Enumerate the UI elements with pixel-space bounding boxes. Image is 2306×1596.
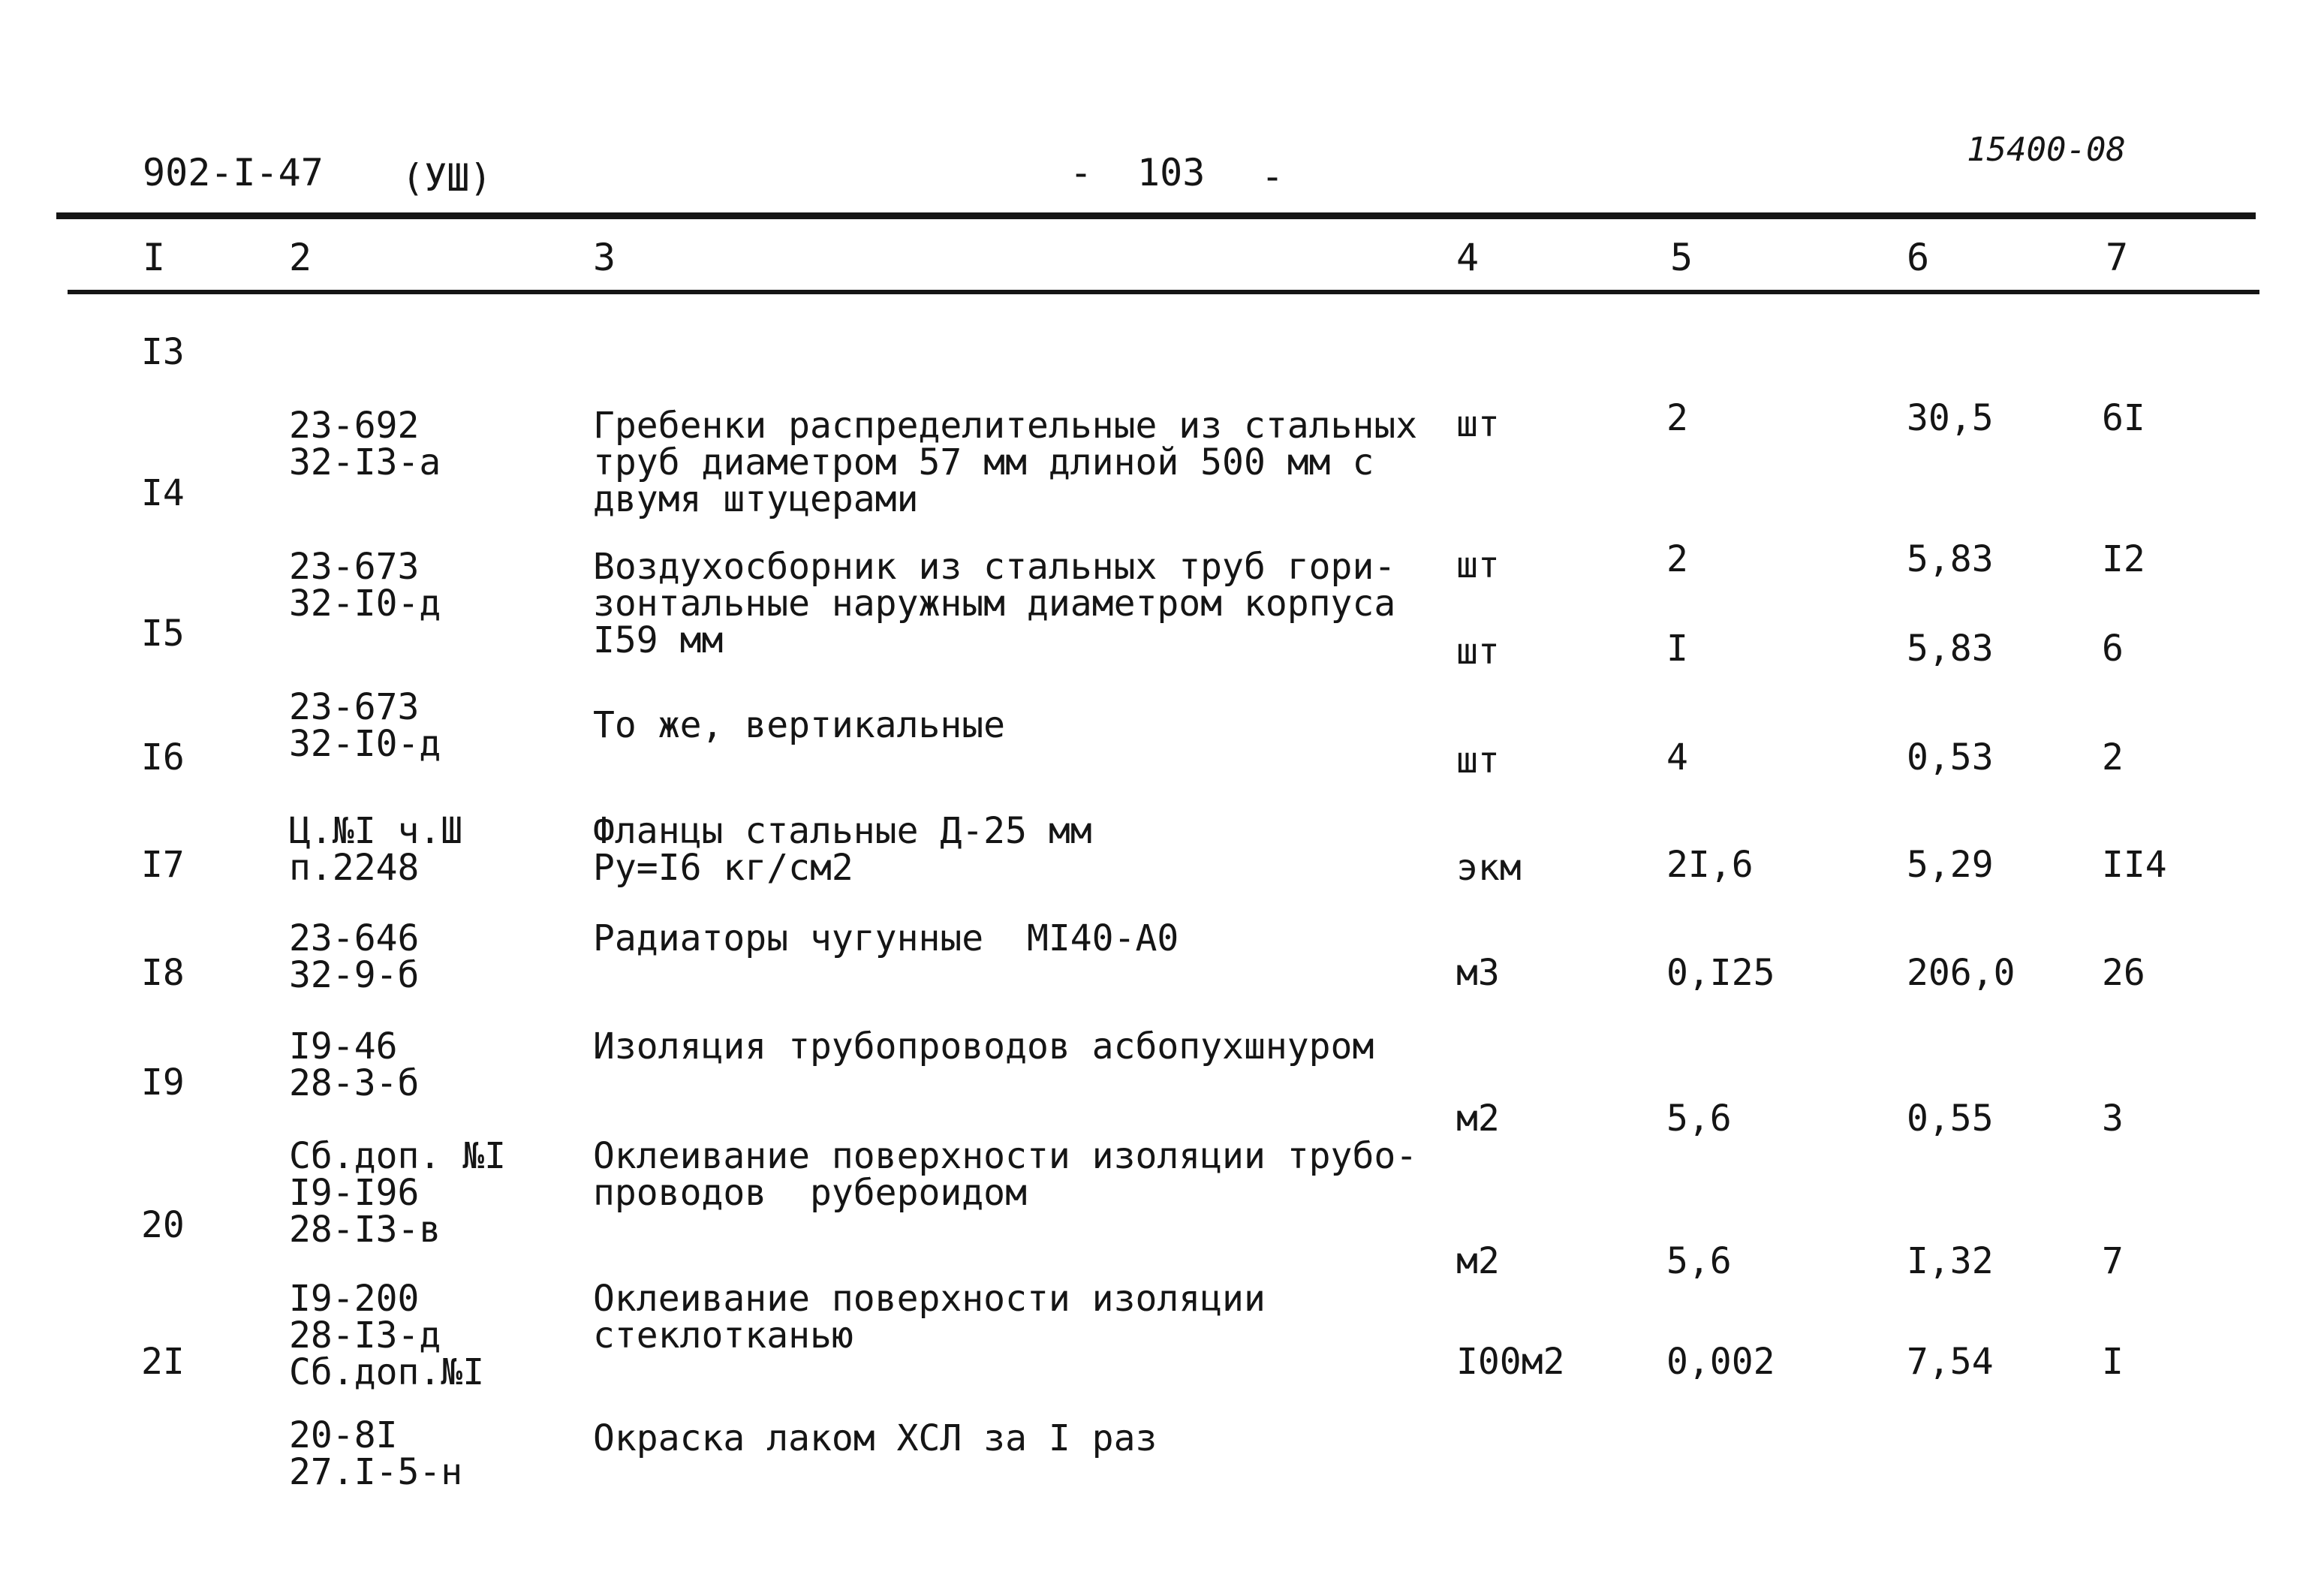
row-quantity: 5,6 bbox=[1666, 1240, 1732, 1282]
page-number-dash-right: - bbox=[1261, 155, 1284, 198]
row-unit: шт bbox=[1456, 739, 1500, 781]
row-price: 5,83 bbox=[1907, 628, 1994, 670]
row-description: Окраска лаком ХСЛ за I раз bbox=[593, 1417, 1158, 1459]
row-description: Фланцы стальные Д-25 мм Ру=I6 кг/см2 bbox=[593, 810, 1092, 889]
page-number-dash-left: - bbox=[1070, 151, 1093, 194]
row-description: Гребенки распределительные из стальных труб диаметром 57 мм длиной 500 мм с двумя штуцерами bbox=[593, 405, 1418, 520]
row-unit: м2 bbox=[1456, 1098, 1500, 1140]
row-unit: экм bbox=[1456, 847, 1522, 889]
row-price: 30,5 bbox=[1907, 397, 1994, 439]
row-description: Воздухосборник из стальных труб гори- зонтальные наружным диаметром корпуса I59 мм bbox=[593, 546, 1396, 661]
row-description: Радиаторы чугунные МI40-А0 bbox=[593, 917, 1179, 959]
row-description: Оклеивание поверхности изоляции стеклотканью bbox=[593, 1278, 1266, 1357]
row-total: 6 bbox=[2102, 628, 2124, 670]
column-header-3: 3 bbox=[593, 236, 616, 279]
row-number: I3 bbox=[141, 331, 185, 373]
row-unit: м2 bbox=[1456, 1240, 1500, 1282]
row-description: То же, вертикальные bbox=[593, 704, 1006, 746]
header-divider bbox=[56, 212, 2256, 219]
row-description: Оклеивание поверхности изоляции трубо- проводов рубероидом bbox=[593, 1135, 1418, 1214]
column-header-2: 2 bbox=[289, 236, 312, 279]
row-number: I8 bbox=[141, 952, 185, 994]
row-code: I9-46 28-3-б bbox=[289, 1025, 420, 1104]
row-description: Изоляция трубопроводов асбопухшнуром bbox=[593, 1025, 1374, 1068]
column-header-6: 6 bbox=[1907, 236, 1930, 279]
column-header-7: 7 bbox=[2106, 236, 2129, 279]
column-header-divider bbox=[68, 290, 2259, 294]
row-price: 0,55 bbox=[1907, 1098, 1994, 1140]
document-series: (УШ) bbox=[402, 156, 492, 200]
row-total: 7 bbox=[2102, 1240, 2124, 1282]
row-quantity: 5,6 bbox=[1666, 1098, 1732, 1140]
row-quantity: 4 bbox=[1666, 736, 1688, 778]
row-code: 23-646 32-9-б bbox=[289, 917, 420, 996]
row-price: I,32 bbox=[1907, 1240, 1994, 1282]
row-number: I6 bbox=[141, 736, 185, 778]
row-code: 23-692 32-I3-а bbox=[289, 405, 441, 483]
row-unit: I00м2 bbox=[1456, 1341, 1565, 1383]
row-total: 26 bbox=[2102, 952, 2145, 994]
row-quantity: 2 bbox=[1666, 538, 1688, 580]
row-price: 5,29 bbox=[1907, 844, 1994, 886]
row-total: I bbox=[2102, 1341, 2124, 1383]
page-number: 103 bbox=[1137, 151, 1206, 194]
row-code: Ц.№I ч.Ш п.2248 bbox=[289, 810, 463, 889]
row-code: 20-8I 27.I-5-н bbox=[289, 1414, 463, 1493]
row-price: 7,54 bbox=[1907, 1341, 1994, 1383]
row-total: 6I bbox=[2102, 397, 2145, 439]
row-price: 5,83 bbox=[1907, 538, 1994, 580]
row-number: I4 bbox=[141, 472, 185, 514]
row-number: 20 bbox=[141, 1204, 185, 1246]
row-total: I2 bbox=[2102, 538, 2145, 580]
column-header-1: I bbox=[143, 236, 166, 279]
row-unit: шт bbox=[1456, 403, 1500, 445]
row-total: II4 bbox=[2102, 844, 2167, 886]
row-code: I9-200 28-I3-д Сб.доп.№I bbox=[289, 1278, 485, 1393]
row-number: I9 bbox=[141, 1061, 185, 1104]
row-quantity: 2 bbox=[1666, 397, 1688, 439]
row-quantity: I bbox=[1666, 628, 1688, 670]
row-quantity: 0,002 bbox=[1666, 1341, 1775, 1383]
document-code: 902-I-47 bbox=[143, 151, 324, 194]
row-number: I5 bbox=[141, 613, 185, 655]
column-header-5: 5 bbox=[1670, 236, 1693, 279]
row-unit: шт bbox=[1456, 631, 1500, 673]
column-header-4: 4 bbox=[1456, 236, 1480, 279]
document-reference: 15400-08 bbox=[1967, 131, 2126, 169]
row-code: Сб.доп. №I I9-I96 28-I3-в bbox=[289, 1135, 506, 1251]
row-total: 3 bbox=[2102, 1098, 2124, 1140]
row-price: 206,0 bbox=[1907, 952, 2015, 994]
row-number: I7 bbox=[141, 844, 185, 886]
row-code: 23-673 32-I0-д bbox=[289, 686, 441, 765]
row-unit: шт bbox=[1456, 544, 1500, 586]
row-code: 23-673 32-I0-д bbox=[289, 546, 441, 625]
row-quantity: 0,I25 bbox=[1666, 952, 1775, 994]
row-price: 0,53 bbox=[1907, 736, 1994, 778]
row-unit: м3 bbox=[1456, 952, 1500, 994]
row-quantity: 2I,6 bbox=[1666, 844, 1754, 886]
row-total: 2 bbox=[2102, 736, 2124, 778]
row-number: 2I bbox=[141, 1341, 185, 1383]
